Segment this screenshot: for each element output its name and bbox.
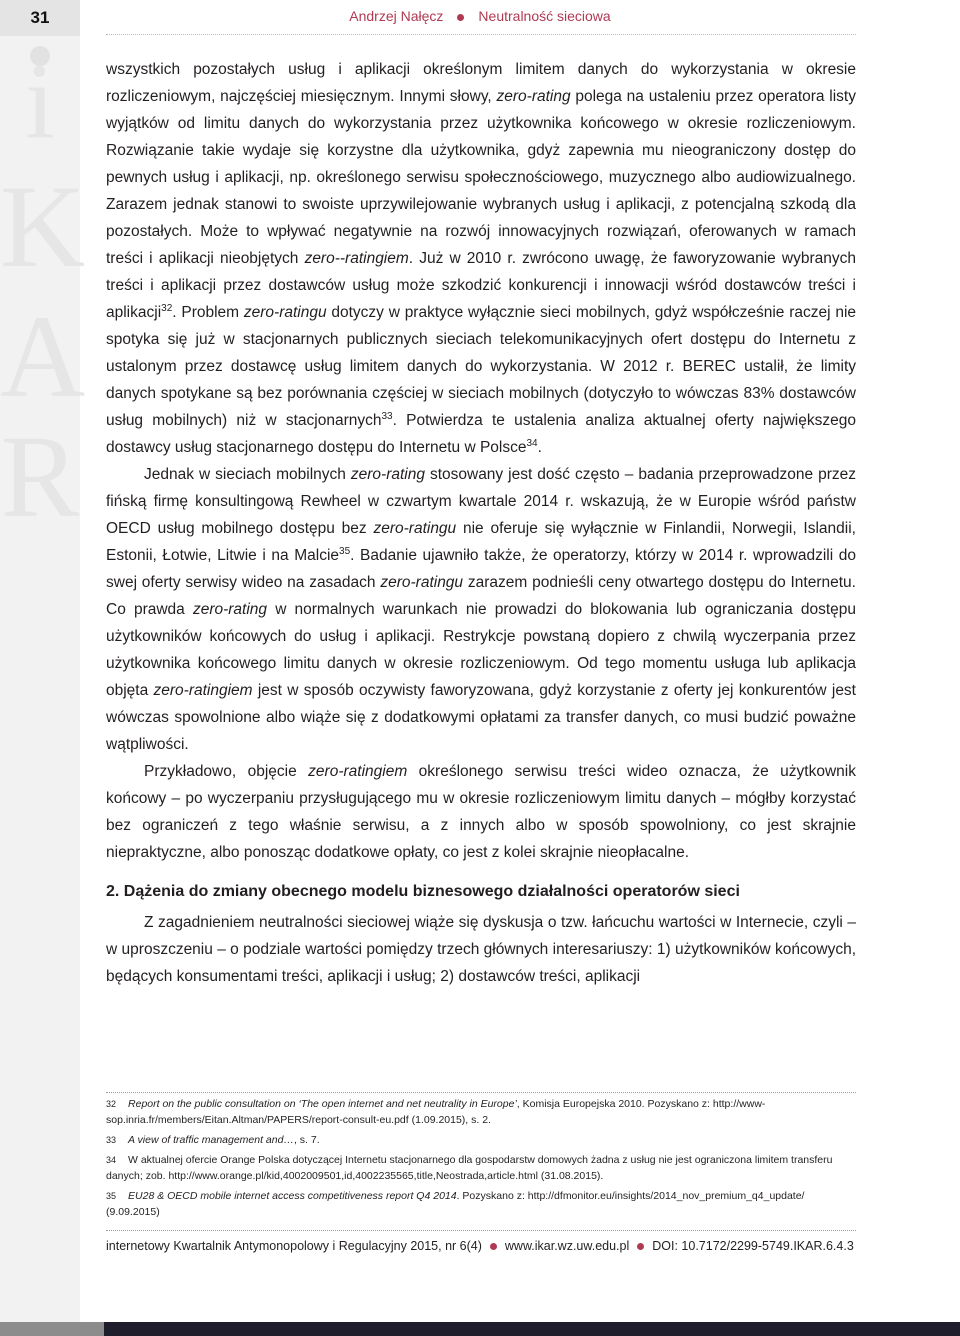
- emphasis: zero-ratingiem: [153, 682, 253, 699]
- emphasis: zero-rating: [350, 466, 425, 483]
- text: Jednak w sieciach mobilnych: [144, 466, 351, 483]
- logo-letter-a: A: [0, 291, 86, 422]
- footnote-35: [106, 1188, 856, 1220]
- footer-divider: [106, 1230, 856, 1231]
- footnote-title: A view of traffic management and…: [128, 1134, 294, 1146]
- footnote-text: , Komisja Europejska 2010. Pozyskano z: http://www-sop.inria.fr/members/Eitan.Altman/PAPERS/report-consult-eu.pdf (1.09.2015), s. 2.: [106, 1098, 766, 1126]
- emphasis: zero-ratingu: [243, 304, 327, 321]
- bottom-bar-left: [0, 1322, 104, 1336]
- logo-letter-r: R: [0, 411, 80, 542]
- text: . Problem: [172, 304, 244, 321]
- text: w normalnych warunkach nie prowadzi do blokowania lub ograniczania dostępu użytkowników końcowych do usług i aplikacji. Restrykcje powstaną dopiero z chwilą wyczerpania przez użytkownika końcowego limitu danych w okresie rozliczeniowym. Od tego momentu usługa lub aplikacja objęta: [106, 601, 857, 699]
- section-heading: 2. Dążenia do zmiany obecnego modelu biznesowego działalności operatorów sieci: [106, 883, 740, 900]
- text: Przykładowo, objęcie: [144, 763, 309, 780]
- page-number: 31: [30, 8, 50, 27]
- emphasis: zero-ratingu: [373, 520, 457, 537]
- main-content: [106, 56, 856, 990]
- footer-journal: internetowy Kwartalnik Antymonopolowy i Regulacyjny 2015, nr 6(4): [106, 1239, 482, 1253]
- footnote-ref[interactable]: 34: [526, 437, 538, 449]
- emphasis: zero-rating: [496, 88, 571, 105]
- footnote-ref[interactable]: 32: [161, 302, 173, 314]
- sidebar: [0, 0, 86, 1336]
- header-title: Neutralność sieciowa: [478, 8, 611, 24]
- footnote-text: W aktualnej ofercie Orange Polska dotyczącej Internetu stacjonarnego dla gospodarstw domowych żadna z usług nie jest ograniczona limitem transferu danych; zob. http://www.orange.pl/kid,4002009501,id,4002235565,title,Neostrada,article.html (31.08.2015).: [106, 1154, 833, 1182]
- footer-bullet-icon: [637, 1243, 644, 1250]
- emphasis: zero-ratingiem: [308, 763, 408, 780]
- header-bullet-icon: [457, 14, 464, 21]
- footnote-33: [106, 1132, 856, 1148]
- footer-doi: DOI: 10.7172/2299-5749.IKAR.6.4.3: [652, 1239, 854, 1253]
- bottom-bar: [0, 1322, 960, 1336]
- text: określonego serwisu treści wideo oznacza, że użytkownik końcowy – po wyczerpaniu przysługującego mu w okresie rozliczeniowym limitu danych – mógłby korzystać bez ograniczeń z tego właśnie serwisu, a z innych albo w sposób spowolniony, co jest skrajnie niepraktyczne, albo ponosząc dodatkowe opłaty, co jest z kolei skrajnie nieopłacalne.: [106, 763, 856, 861]
- footer-bullet-icon: [490, 1243, 497, 1250]
- paragraph-3: [106, 758, 856, 866]
- running-header: [0, 8, 960, 24]
- footnote-34: [106, 1152, 856, 1184]
- text: .: [537, 439, 542, 456]
- logo-letter-k: K: [0, 161, 86, 292]
- header-divider: [106, 34, 856, 35]
- paragraph-2: [106, 461, 856, 758]
- footnote-text: , s. 7.: [293, 1134, 320, 1146]
- footnote-number: 35: [106, 1191, 117, 1201]
- footer-url-link[interactable]: www.ikar.wz.uw.edu.pl: [504, 1239, 630, 1253]
- text: dotyczy w praktyce wyłącznie sieci mobilnych, gdyż współcześnie raczej nie spotyka się już w stacjonarnych publicznych sieciach telekomunikacyjnych ofert dostępu do Internetu z ustalonym przez dostawcę usług limitem danych do wykorzystania. W 2012 r. BEREC ustalił, że limity danych spotykane są bez porównania częściej w sieciach mobilnych (dotyczyło to wówczas 83% dostawców usług mobilnych) niż w stacjonarnych: [106, 304, 857, 429]
- text: zarazem podnieśli ceny otwartego dostępu do Internetu. Co prawda: [106, 574, 856, 618]
- emphasis: zero--ratingiem: [304, 250, 409, 267]
- text: . Potwierdza te ustalenia analiza aktualnej oferty największego dostawcy usług stacjonarnego dostępu do Internetu w Polsce: [106, 412, 856, 456]
- page-footer: [106, 1239, 856, 1253]
- emphasis: zero-ratingu: [380, 574, 464, 591]
- header-author: Andrzej Nałęcz: [349, 8, 444, 24]
- footnotes: [106, 1096, 856, 1224]
- text: . Badanie ujawniło także, że operatorzy, którzy w 2014 r. wprowadzili do swej oferty serwisy wideo na zasadach: [106, 547, 857, 591]
- paragraph-4: Z zagadnieniem neutralności sieciowej wiąże się dyskusja o tzw. łańcuchu wartości w Internecie, czyli – w uproszczeniu – o podziale wartości pomiędzy trzech głównych interesariuszy: 1) użytkowników końcowych, będących konsumentami treści, aplikacji i usług; 2) dostawców treści, aplikacji: [106, 914, 856, 985]
- logo-letter-i: i: [24, 42, 55, 161]
- text: nie oferuje się wyłącznie w Finlandii, Norwegii, Islandii, Estonii, Łotwie, Litwie i na Malcie: [106, 520, 856, 564]
- text: jest w sposób oczywisty faworyzowana, gdyż korzystanie z oferty jej konkurentów jest wówczas spowolnione albo wiąże się z dodatkowymi opłatami za transfer danych, co musi budzić poważne wątpliwości.: [106, 682, 856, 753]
- footnote-number: 32: [106, 1099, 117, 1109]
- text: stosowany jest dość często – badania przeprowadzone przez fińską firmę konsultingową Rewheel w czwartym kwartale 2014 r. wskazują, że w Europie wśród państw OECD usług mobilnego dostępu bez: [106, 466, 856, 537]
- footnote-divider: [106, 1092, 856, 1093]
- footnote-32: [106, 1096, 856, 1128]
- footnote-number: 33: [106, 1135, 117, 1145]
- footnote-number: 34: [106, 1155, 117, 1165]
- text: polega na ustaleniu przez operatora listy wyjątków od limitu danych do wykorzystania przez użytkownika końcowego w okresie rozliczeniowym. Rozwiązanie takie wydaje się korzystne dla użytkownika, gdyż zapewnia mu nieograniczony dostęp do pewnych usług i aplikacji, np. określonego serwisu społecznościowego, muzycznego albo audiowizualnego. Zarazem jednak stanowi to swoiste uprzywilejowanie wybranych usług i aplikacji, z potencjalną szkodą dla pozostałych. Może to wpływać negatywnie na rozwój innowacyjnych rozwiązań, oferowanych w ramach treści i aplikacji nieobjętych: [106, 88, 856, 267]
- text: . Już w 2010 r. zwrócono uwagę, że faworyzowanie wybranych treści i aplikacji przez dostawców usług może szkodzić konkurencji i innowacji wśród dostawców treści i aplikacji: [106, 250, 856, 321]
- footnote-ref[interactable]: 35: [339, 545, 351, 557]
- footnote-text: . Pozyskano z: http://dfmonitor.eu/insights/2014_nov_premium_q4_update/ (9.09.2015): [106, 1190, 805, 1218]
- text: wszystkich pozostałych usług i aplikacji określonym limitem danych do wykorzystania w okresie rozliczeniowym, najczęściej miesięcznym. Innymi słowy,: [106, 61, 856, 105]
- footnote-title: EU28 & OECD mobile internet access competitiveness report Q4 2014: [128, 1190, 457, 1202]
- footnote-ref[interactable]: 33: [381, 410, 393, 422]
- footnote-title: Report on the public consultation on ‘The open internet and net neutrality in Europe’: [128, 1098, 517, 1110]
- emphasis: zero-rating: [192, 601, 268, 618]
- paragraph-1: [106, 56, 856, 461]
